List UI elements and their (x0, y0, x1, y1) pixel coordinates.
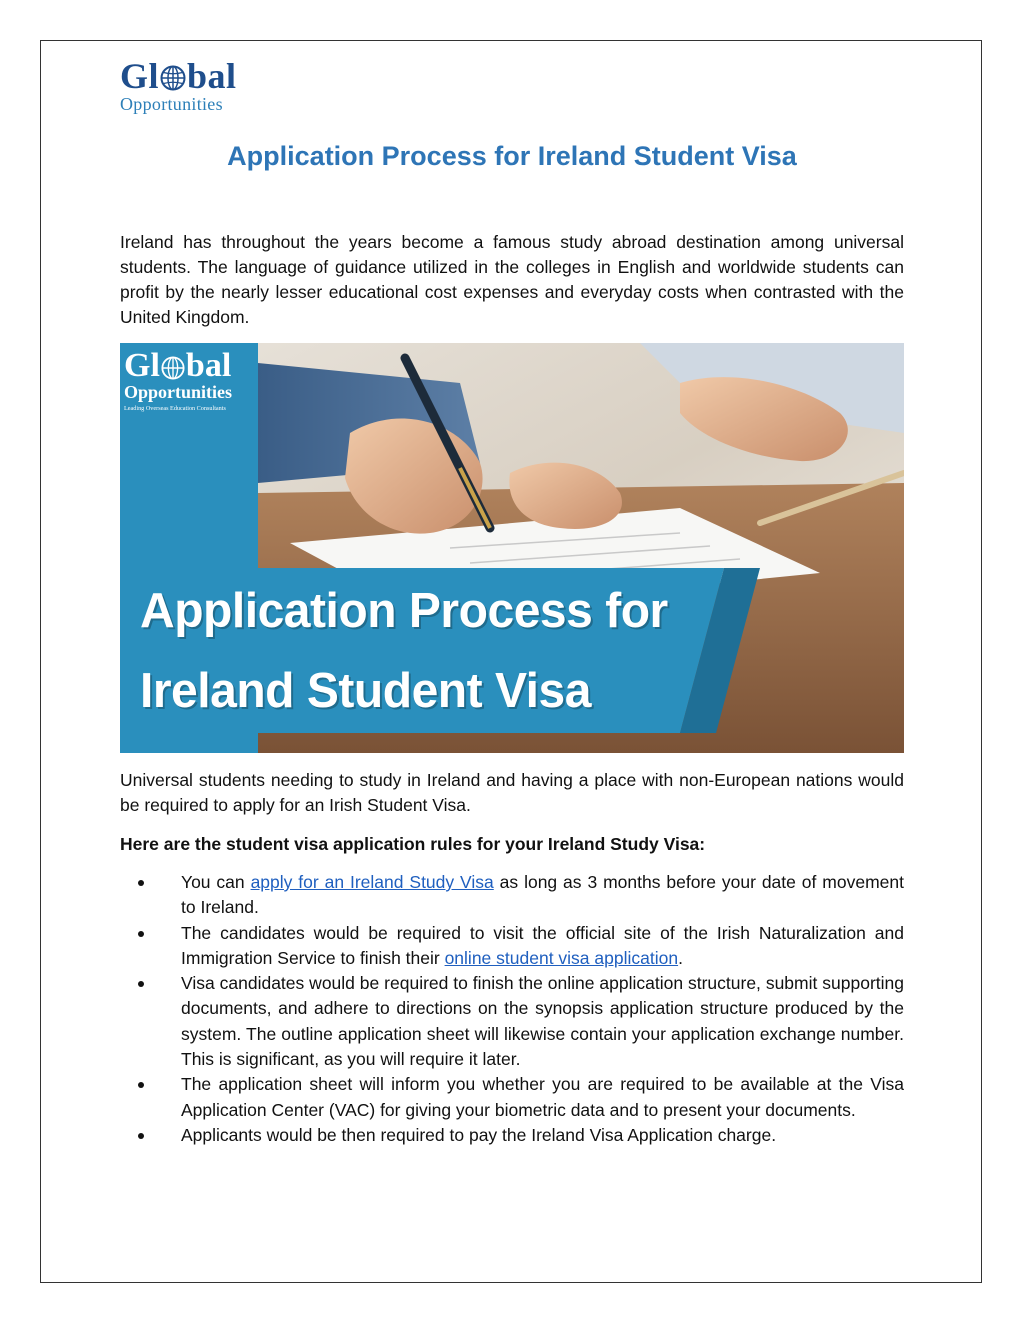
bullet-text: . (678, 947, 683, 968)
eligibility-paragraph: Universal students needing to study in Ireland and having a place with non-European nations would be required to apply for an Irish Student Visa. (120, 770, 904, 815)
bullet-icon (138, 880, 144, 886)
logo-subtitle: Opportunities (120, 94, 223, 114)
bullet-text: Applicants would be then required to pay the Ireland Visa Application charge. (181, 1124, 777, 1145)
bullet-text: You can (181, 872, 251, 892)
banner-logo-word-left: Gl (124, 347, 160, 384)
intro-paragraph: Ireland has throughout the years become a famous study abroad destination among universal students. The language of guidance utilized in the colleges in English and worldwide students can profit by the nearly lesser educational cost expenses and everyday costs when contrasted with the United Kingdom. (120, 232, 904, 327)
bullet-icon (138, 931, 144, 937)
list-item (120, 1123, 904, 1148)
apply-study-visa-link[interactable]: apply for an Ireland Study Visa (250, 872, 494, 892)
rules-list (120, 870, 904, 1148)
banner-title-line-1: Application Process for (140, 584, 668, 638)
bullet-text: as long as 3 months before your date of movement to Ireland. (181, 872, 904, 918)
list-item (120, 1072, 904, 1123)
online-visa-application-link[interactable]: online student visa application (444, 947, 679, 968)
logo-word-left: Gl (120, 56, 160, 96)
banner-title-line-2: Ireland Student Visa (140, 664, 591, 718)
banner-globe-icon (161, 356, 185, 380)
logo-word-right: bal (187, 56, 237, 96)
page-title: Application Process for Ireland Student Visa (227, 141, 797, 171)
banner-logo-tagline: Leading Overseas Education Consultants (124, 405, 226, 412)
hero-banner-image (120, 343, 904, 753)
banner-logo (120, 343, 258, 423)
list-item (120, 971, 904, 1072)
company-logo (120, 58, 260, 120)
list-item (120, 921, 904, 972)
list-item (120, 870, 904, 921)
bullet-icon (138, 981, 144, 987)
bullet-icon (138, 1082, 144, 1088)
bullet-text: The application sheet will inform you whether you are required to be available at the Visa Application Center (VAC) for giving your biometric data and to present your documents. (181, 1074, 904, 1120)
banner-logo-word-right: bal (185, 347, 232, 384)
banner-logo-subtitle: Opportunities (124, 382, 233, 402)
globe-icon (160, 65, 186, 91)
bullet-icon (138, 1133, 144, 1139)
rules-heading: Here are the student visa application rules for your Ireland Study Visa: (120, 834, 706, 854)
bullet-text: Visa candidates would be required to finish the online application structure, submit supporting documents, and adhere to directions on the synopsis application structure produced by the system. The outline application sheet will likewise contain your application exchange number. This is significant, as you will require it later. (181, 973, 904, 1070)
bullet-text: The candidates would be required to visit the official site of the Irish Naturalization and Immigration Service to finish their (181, 922, 904, 968)
